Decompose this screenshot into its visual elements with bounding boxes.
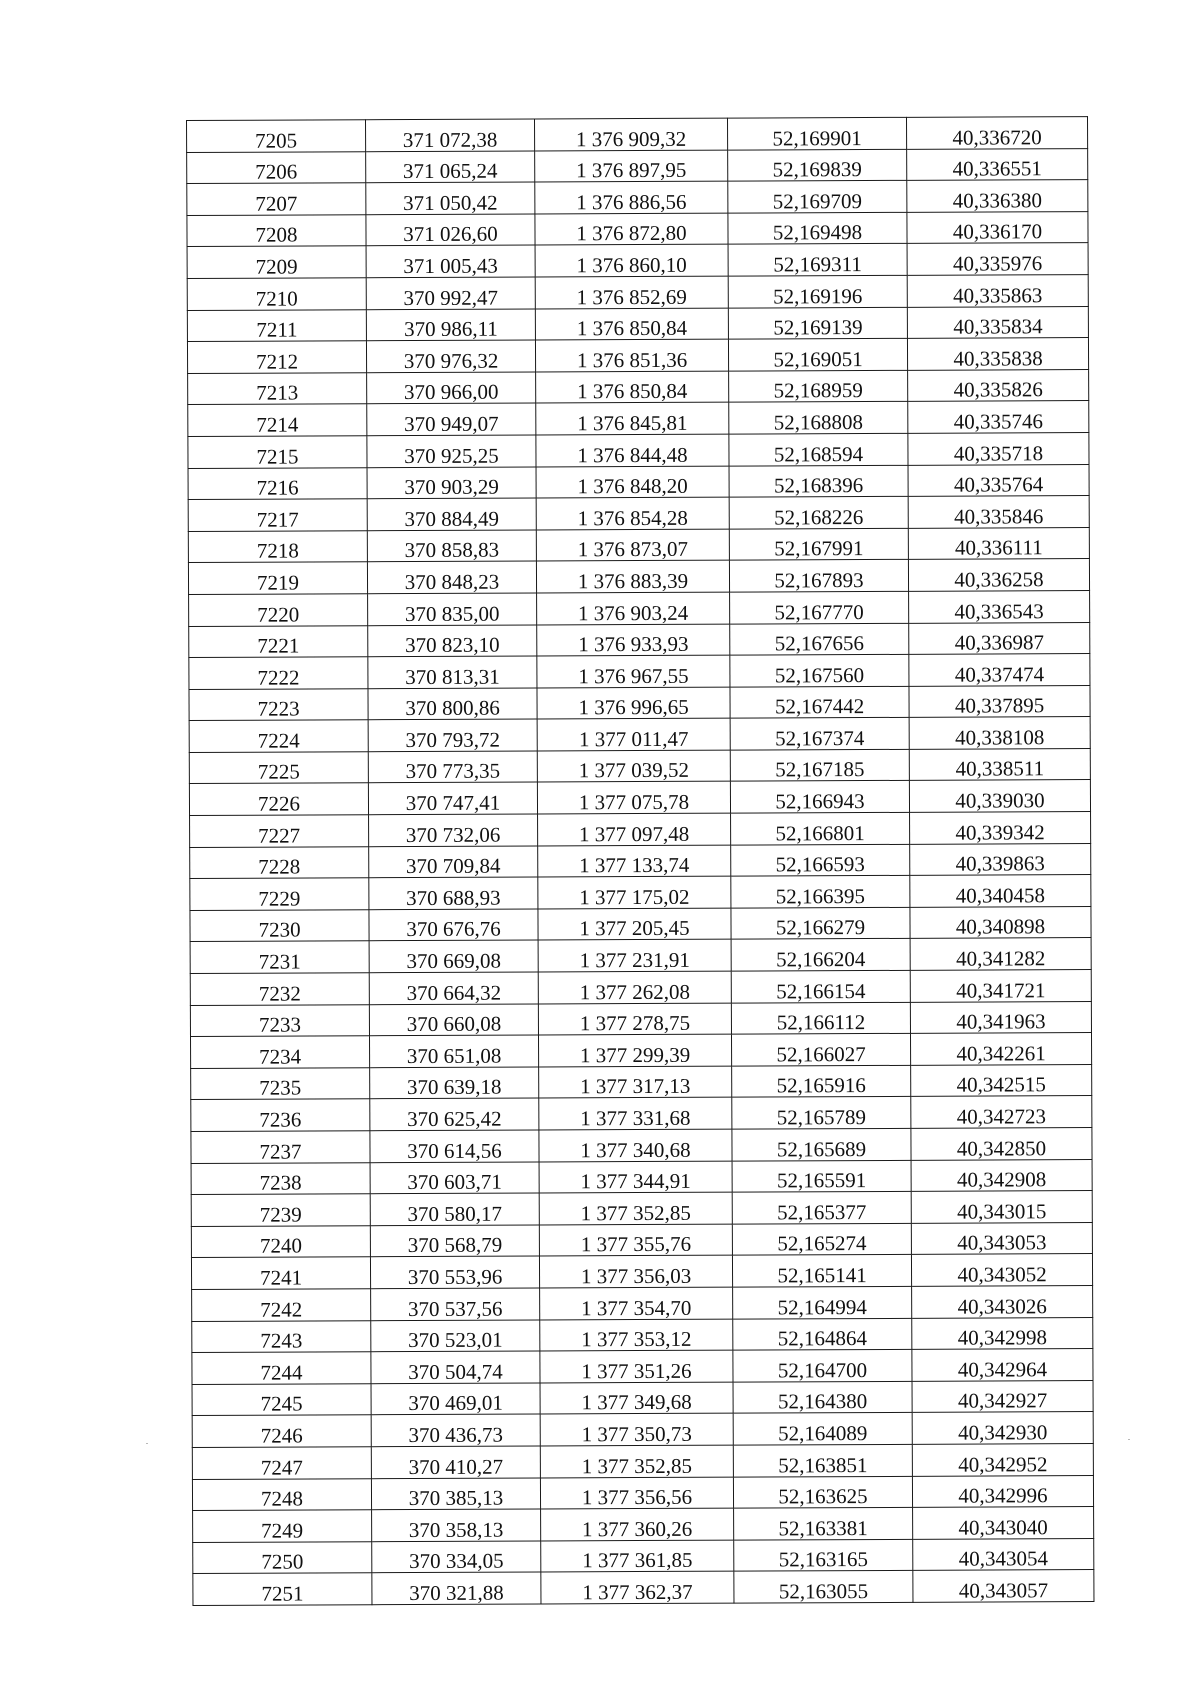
y-coordinate-cell: 1 376 967,55: [537, 655, 730, 687]
table-row: [192, 1412, 1093, 1448]
longitude-cell: 40,335976: [907, 243, 1088, 275]
x-coordinate-cell: 370 858,83: [367, 530, 536, 562]
longitude-cell: 40,340458: [910, 875, 1091, 907]
x-coordinate-cell: 370 639,18: [370, 1067, 539, 1099]
table-row: [189, 654, 1090, 690]
longitude-cell: 40,342927: [912, 1380, 1093, 1412]
y-coordinate-cell: 1 376 873,07: [536, 529, 729, 561]
point-number-cell: 7227: [190, 815, 369, 847]
y-coordinate-cell: 1 376 850,84: [535, 308, 728, 340]
y-coordinate-cell: 1 377 352,85: [539, 1192, 732, 1224]
longitude-cell: 40,341282: [910, 938, 1091, 970]
y-coordinate-cell: 1 377 262,08: [538, 971, 731, 1003]
y-coordinate-cell: 1 377 355,76: [539, 1224, 732, 1256]
table-row: [193, 1538, 1094, 1574]
point-number-cell: 7236: [191, 1099, 370, 1131]
table-row: [187, 243, 1088, 279]
longitude-cell: 40,339342: [910, 812, 1091, 844]
table-row: [191, 1096, 1092, 1132]
point-number-cell: 7221: [189, 625, 368, 657]
latitude-cell: 52,163625: [733, 1476, 912, 1508]
table-row: [193, 1570, 1094, 1606]
longitude-cell: 40,339030: [909, 780, 1090, 812]
point-number-cell: 7248: [192, 1478, 371, 1510]
point-number-cell: 7215: [188, 436, 367, 468]
latitude-cell: 52,167770: [730, 591, 909, 623]
y-coordinate-cell: 1 377 317,13: [539, 1066, 732, 1098]
y-coordinate-cell: 1 376 844,48: [536, 434, 729, 466]
table-row: [192, 1475, 1093, 1511]
y-coordinate-cell: 1 376 851,36: [535, 339, 728, 371]
x-coordinate-cell: 370 835,00: [368, 593, 537, 625]
table-row: [187, 211, 1088, 247]
x-coordinate-cell: 370 568,79: [370, 1225, 539, 1257]
table-row: [190, 875, 1091, 911]
table-row: [189, 717, 1090, 753]
latitude-cell: 52,167442: [730, 686, 909, 718]
y-coordinate-cell: 1 377 361,85: [541, 1540, 734, 1572]
x-coordinate-cell: 370 793,72: [368, 719, 537, 751]
point-number-cell: 7229: [190, 878, 369, 910]
y-coordinate-cell: 1 377 278,75: [538, 1003, 731, 1035]
longitude-cell: 40,341963: [910, 1001, 1091, 1033]
point-number-cell: 7225: [189, 752, 368, 784]
y-coordinate-cell: 1 376 848,20: [536, 466, 729, 498]
longitude-cell: 40,336987: [909, 622, 1090, 654]
x-coordinate-cell: 370 660,08: [369, 1004, 538, 1036]
point-number-cell: 7239: [191, 1194, 370, 1226]
latitude-cell: 52,169839: [728, 149, 907, 181]
longitude-cell: 40,335826: [908, 369, 1089, 401]
longitude-cell: 40,343052: [911, 1254, 1092, 1286]
table-row: [190, 970, 1091, 1006]
point-number-cell: 7218: [188, 530, 367, 562]
point-number-cell: 7205: [187, 120, 366, 152]
point-number-cell: 7209: [187, 246, 366, 278]
y-coordinate-cell: 1 377 354,70: [540, 1287, 733, 1319]
point-number-cell: 7247: [192, 1447, 371, 1479]
latitude-cell: 52,169498: [728, 212, 907, 244]
point-number-cell: 7237: [191, 1131, 370, 1163]
latitude-cell: 52,166943: [730, 781, 909, 813]
longitude-cell: 40,335764: [908, 464, 1089, 496]
latitude-cell: 52,165916: [732, 1065, 911, 1097]
latitude-cell: 52,167185: [730, 749, 909, 781]
table-row: [191, 1191, 1092, 1227]
point-number-cell: 7235: [191, 1068, 370, 1100]
x-coordinate-cell: 370 773,35: [368, 751, 537, 783]
y-coordinate-cell: 1 377 331,68: [539, 1098, 732, 1130]
table-row: [192, 1380, 1093, 1416]
latitude-cell: 52,166801: [731, 812, 910, 844]
latitude-cell: 52,163381: [734, 1507, 913, 1539]
y-coordinate-cell: 1 377 205,45: [538, 908, 731, 940]
y-coordinate-cell: 1 377 351,26: [540, 1350, 733, 1382]
point-number-cell: 7228: [190, 846, 369, 878]
table-row: [188, 527, 1089, 563]
latitude-cell: 52,169196: [728, 275, 907, 307]
point-number-cell: 7231: [190, 941, 369, 973]
x-coordinate-cell: 370 676,76: [369, 909, 538, 941]
y-coordinate-cell: 1 377 133,74: [538, 845, 731, 877]
table-row: [189, 748, 1090, 784]
point-number-cell: 7232: [190, 973, 369, 1005]
table-row: [187, 338, 1088, 374]
latitude-cell: 52,167374: [730, 718, 909, 750]
longitude-cell: 40,343054: [913, 1538, 1094, 1570]
longitude-cell: 40,343015: [911, 1191, 1092, 1223]
y-coordinate-cell: 1 377 362,37: [541, 1571, 734, 1603]
latitude-cell: 52,163165: [734, 1539, 913, 1571]
table-row: [188, 369, 1089, 405]
latitude-cell: 52,167991: [729, 528, 908, 560]
longitude-cell: 40,342964: [912, 1349, 1093, 1381]
latitude-cell: 52,165141: [732, 1255, 911, 1287]
scan-speck: [146, 1443, 148, 1444]
latitude-cell: 52,165274: [732, 1223, 911, 1255]
y-coordinate-cell: 1 377 175,02: [538, 876, 731, 908]
table-row: [189, 622, 1090, 658]
x-coordinate-cell: 370 537,56: [371, 1288, 540, 1320]
table-row: [187, 148, 1088, 184]
x-coordinate-cell: 370 966,00: [367, 372, 536, 404]
x-coordinate-cell: 370 949,07: [367, 403, 536, 435]
longitude-cell: 40,336111: [908, 527, 1089, 559]
latitude-cell: 52,166395: [731, 876, 910, 908]
coordinates-table: [186, 116, 1094, 1606]
latitude-cell: 52,165591: [732, 1160, 911, 1192]
latitude-cell: 52,166112: [731, 1002, 910, 1034]
x-coordinate-cell: 370 813,31: [368, 656, 537, 688]
x-coordinate-cell: 370 385,13: [371, 1477, 540, 1509]
longitude-cell: 40,336258: [908, 559, 1089, 591]
longitude-cell: 40,343053: [911, 1222, 1092, 1254]
y-coordinate-cell: 1 376 845,81: [536, 402, 729, 434]
y-coordinate-cell: 1 376 996,65: [537, 687, 730, 719]
table-row: [191, 1064, 1092, 1100]
point-number-cell: 7230: [190, 910, 369, 942]
point-number-cell: 7219: [188, 562, 367, 594]
y-coordinate-cell: 1 376 933,93: [537, 624, 730, 656]
x-coordinate-cell: 370 651,08: [369, 1035, 538, 1067]
point-number-cell: 7242: [192, 1289, 371, 1321]
point-number-cell: 7206: [187, 151, 366, 183]
table-row: [191, 1159, 1092, 1195]
latitude-cell: 52,164994: [733, 1286, 912, 1318]
longitude-cell: 40,335863: [907, 275, 1088, 307]
table-row: [193, 1507, 1094, 1543]
x-coordinate-cell: 370 614,56: [370, 1130, 539, 1162]
longitude-cell: 40,339863: [910, 843, 1091, 875]
longitude-cell: 40,338108: [909, 717, 1090, 749]
latitude-cell: 52,169139: [728, 307, 907, 339]
point-number-cell: 7245: [192, 1383, 371, 1415]
y-coordinate-cell: 1 377 011,47: [537, 718, 730, 750]
x-coordinate-cell: 370 669,08: [369, 940, 538, 972]
latitude-cell: 52,169051: [728, 339, 907, 371]
table-row: [190, 1001, 1091, 1037]
point-number-cell: 7250: [193, 1541, 372, 1573]
y-coordinate-cell: 1 377 349,68: [540, 1382, 733, 1414]
x-coordinate-cell: 370 732,06: [369, 814, 538, 846]
x-coordinate-cell: 371 050,42: [366, 182, 535, 214]
longitude-cell: 40,343057: [913, 1570, 1094, 1602]
table-row: [190, 843, 1091, 879]
point-number-cell: 7244: [192, 1352, 371, 1384]
point-number-cell: 7211: [187, 309, 366, 341]
x-coordinate-cell: 370 436,73: [371, 1414, 540, 1446]
longitude-cell: 40,335838: [907, 338, 1088, 370]
point-number-cell: 7222: [189, 657, 368, 689]
x-coordinate-cell: 370 580,17: [370, 1193, 539, 1225]
point-number-cell: 7249: [193, 1510, 372, 1542]
y-coordinate-cell: 1 377 097,48: [538, 813, 731, 845]
y-coordinate-cell: 1 377 039,52: [537, 750, 730, 782]
y-coordinate-cell: 1 377 340,68: [539, 1129, 732, 1161]
x-coordinate-cell: 370 986,11: [366, 309, 535, 341]
point-number-cell: 7251: [193, 1573, 372, 1605]
table-row: [188, 433, 1089, 469]
longitude-cell: 40,336551: [907, 148, 1088, 180]
longitude-cell: 40,342908: [911, 1159, 1092, 1191]
point-number-cell: 7240: [191, 1225, 370, 1257]
y-coordinate-cell: 1 376 897,95: [535, 150, 728, 182]
latitude-cell: 52,165689: [732, 1128, 911, 1160]
latitude-cell: 52,164089: [733, 1413, 912, 1445]
table-row: [189, 590, 1090, 626]
point-number-cell: 7220: [189, 594, 368, 626]
longitude-cell: 40,336720: [906, 117, 1087, 149]
latitude-cell: 52,167560: [730, 654, 909, 686]
latitude-cell: 52,168594: [729, 433, 908, 465]
latitude-cell: 52,166027: [731, 1034, 910, 1066]
latitude-cell: 52,163055: [734, 1571, 913, 1603]
table-row: [188, 464, 1089, 500]
y-coordinate-cell: 1 376 872,80: [535, 213, 728, 245]
x-coordinate-cell: 371 072,38: [366, 119, 535, 151]
table-row: [188, 559, 1089, 595]
longitude-cell: 40,335834: [907, 306, 1088, 338]
longitude-cell: 40,342515: [911, 1064, 1092, 1096]
latitude-cell: 52,167656: [730, 623, 909, 655]
point-number-cell: 7238: [191, 1162, 370, 1194]
y-coordinate-cell: 1 376 883,39: [536, 560, 729, 592]
x-coordinate-cell: 370 848,23: [367, 561, 536, 593]
table-row: [191, 1222, 1092, 1258]
table-row: [192, 1443, 1093, 1479]
table-row: [187, 306, 1088, 342]
table-row: [187, 117, 1088, 153]
longitude-cell: 40,343026: [912, 1286, 1093, 1318]
latitude-cell: 52,164380: [733, 1381, 912, 1413]
y-coordinate-cell: 1 376 886,56: [535, 181, 728, 213]
x-coordinate-cell: 370 504,74: [371, 1351, 540, 1383]
point-number-cell: 7217: [188, 499, 367, 531]
y-coordinate-cell: 1 377 231,91: [538, 940, 731, 972]
table-row: [188, 496, 1089, 532]
longitude-cell: 40,342723: [911, 1096, 1092, 1128]
x-coordinate-cell: 371 005,43: [366, 245, 535, 277]
x-coordinate-cell: 370 469,01: [371, 1383, 540, 1415]
x-coordinate-cell: 370 410,27: [371, 1446, 540, 1478]
longitude-cell: 40,337895: [909, 685, 1090, 717]
latitude-cell: 52,166204: [731, 939, 910, 971]
point-number-cell: 7243: [192, 1320, 371, 1352]
latitude-cell: 52,166154: [731, 970, 910, 1002]
x-coordinate-cell: 370 709,84: [369, 846, 538, 878]
y-coordinate-cell: 1 377 352,85: [540, 1445, 733, 1477]
y-coordinate-cell: 1 377 356,03: [539, 1256, 732, 1288]
x-coordinate-cell: 370 523,01: [371, 1320, 540, 1352]
latitude-cell: 52,165377: [732, 1192, 911, 1224]
x-coordinate-cell: 370 976,32: [366, 340, 535, 372]
latitude-cell: 52,168226: [729, 496, 908, 528]
y-coordinate-cell: 1 376 903,24: [537, 592, 730, 624]
x-coordinate-cell: 370 603,71: [370, 1162, 539, 1194]
y-coordinate-cell: 1 377 299,39: [538, 1034, 731, 1066]
point-number-cell: 7210: [187, 278, 366, 310]
point-number-cell: 7216: [188, 467, 367, 499]
y-coordinate-cell: 1 377 344,91: [539, 1161, 732, 1193]
point-number-cell: 7233: [190, 1004, 369, 1036]
latitude-cell: 52,166593: [731, 844, 910, 876]
table-row: [189, 780, 1090, 816]
x-coordinate-cell: 371 026,60: [366, 214, 535, 246]
x-coordinate-cell: 370 664,32: [369, 972, 538, 1004]
table-row: [189, 685, 1090, 721]
table-row: [192, 1317, 1093, 1353]
y-coordinate-cell: 1 377 353,12: [540, 1319, 733, 1351]
table-row: [190, 812, 1091, 848]
table-row: [187, 180, 1088, 216]
x-coordinate-cell: 370 321,88: [372, 1572, 541, 1604]
x-coordinate-cell: 370 823,10: [368, 624, 537, 656]
longitude-cell: 40,342930: [912, 1412, 1093, 1444]
table-row: [192, 1286, 1093, 1322]
x-coordinate-cell: 370 992,47: [366, 277, 535, 309]
longitude-cell: 40,336380: [907, 180, 1088, 212]
table-row: [192, 1349, 1093, 1385]
longitude-cell: 40,335718: [908, 433, 1089, 465]
latitude-cell: 52,169709: [728, 181, 907, 213]
longitude-cell: 40,342996: [912, 1475, 1093, 1507]
table-row: [190, 906, 1091, 942]
longitude-cell: 40,337474: [909, 654, 1090, 686]
longitude-cell: 40,340898: [910, 906, 1091, 938]
y-coordinate-cell: 1 376 850,84: [536, 371, 729, 403]
y-coordinate-cell: 1 376 852,69: [535, 276, 728, 308]
point-number-cell: 7207: [187, 183, 366, 215]
point-number-cell: 7246: [192, 1415, 371, 1447]
x-coordinate-cell: 370 688,93: [369, 877, 538, 909]
latitude-cell: 52,164700: [733, 1350, 912, 1382]
point-number-cell: 7234: [190, 1036, 369, 1068]
longitude-cell: 40,341721: [910, 970, 1091, 1002]
longitude-cell: 40,342261: [910, 1033, 1091, 1065]
y-coordinate-cell: 1 377 356,56: [540, 1477, 733, 1509]
table-row: [191, 1254, 1092, 1290]
latitude-cell: 52,166279: [731, 907, 910, 939]
point-number-cell: 7226: [189, 783, 368, 815]
coordinates-table-body: [187, 117, 1094, 1606]
longitude-cell: 40,335746: [908, 401, 1089, 433]
point-number-cell: 7223: [189, 688, 368, 720]
point-number-cell: 7241: [191, 1257, 370, 1289]
table-row: [188, 401, 1089, 437]
latitude-cell: 52,164864: [733, 1318, 912, 1350]
latitude-cell: 52,165789: [732, 1097, 911, 1129]
table-row: [190, 1033, 1091, 1069]
x-coordinate-cell: 370 925,25: [367, 435, 536, 467]
longitude-cell: 40,342952: [912, 1443, 1093, 1475]
y-coordinate-cell: 1 376 854,28: [536, 497, 729, 529]
scan-speck: [1128, 1439, 1130, 1440]
longitude-cell: 40,343040: [913, 1507, 1094, 1539]
point-number-cell: 7212: [187, 341, 366, 373]
point-number-cell: 7224: [189, 720, 368, 752]
table-row: [190, 938, 1091, 974]
longitude-cell: 40,338511: [909, 748, 1090, 780]
longitude-cell: 40,336170: [907, 211, 1088, 243]
latitude-cell: 52,169311: [728, 244, 907, 276]
point-number-cell: 7208: [187, 214, 366, 246]
latitude-cell: 52,163851: [733, 1444, 912, 1476]
y-coordinate-cell: 1 377 360,26: [541, 1508, 734, 1540]
table-row: [191, 1128, 1092, 1164]
longitude-cell: 40,335846: [908, 496, 1089, 528]
x-coordinate-cell: 370 625,42: [370, 1098, 539, 1130]
point-number-cell: 7213: [188, 372, 367, 404]
point-number-cell: 7214: [188, 404, 367, 436]
longitude-cell: 40,336543: [909, 590, 1090, 622]
x-coordinate-cell: 370 747,41: [368, 782, 537, 814]
table-row: [187, 275, 1088, 311]
x-coordinate-cell: 370 800,86: [368, 688, 537, 720]
latitude-cell: 52,167893: [729, 560, 908, 592]
latitude-cell: 52,168396: [729, 465, 908, 497]
latitude-cell: 52,169901: [727, 117, 906, 149]
y-coordinate-cell: 1 376 909,32: [534, 118, 727, 150]
longitude-cell: 40,342850: [911, 1128, 1092, 1160]
y-coordinate-cell: 1 377 350,73: [540, 1413, 733, 1445]
x-coordinate-cell: 370 903,29: [367, 467, 536, 499]
x-coordinate-cell: 371 065,24: [366, 151, 535, 183]
y-coordinate-cell: 1 376 860,10: [535, 245, 728, 277]
x-coordinate-cell: 370 358,13: [372, 1509, 541, 1541]
x-coordinate-cell: 370 884,49: [367, 498, 536, 530]
x-coordinate-cell: 370 334,05: [372, 1541, 541, 1573]
x-coordinate-cell: 370 553,96: [370, 1256, 539, 1288]
latitude-cell: 52,168808: [729, 402, 908, 434]
longitude-cell: 40,342998: [912, 1317, 1093, 1349]
y-coordinate-cell: 1 377 075,78: [537, 782, 730, 814]
latitude-cell: 52,168959: [729, 370, 908, 402]
